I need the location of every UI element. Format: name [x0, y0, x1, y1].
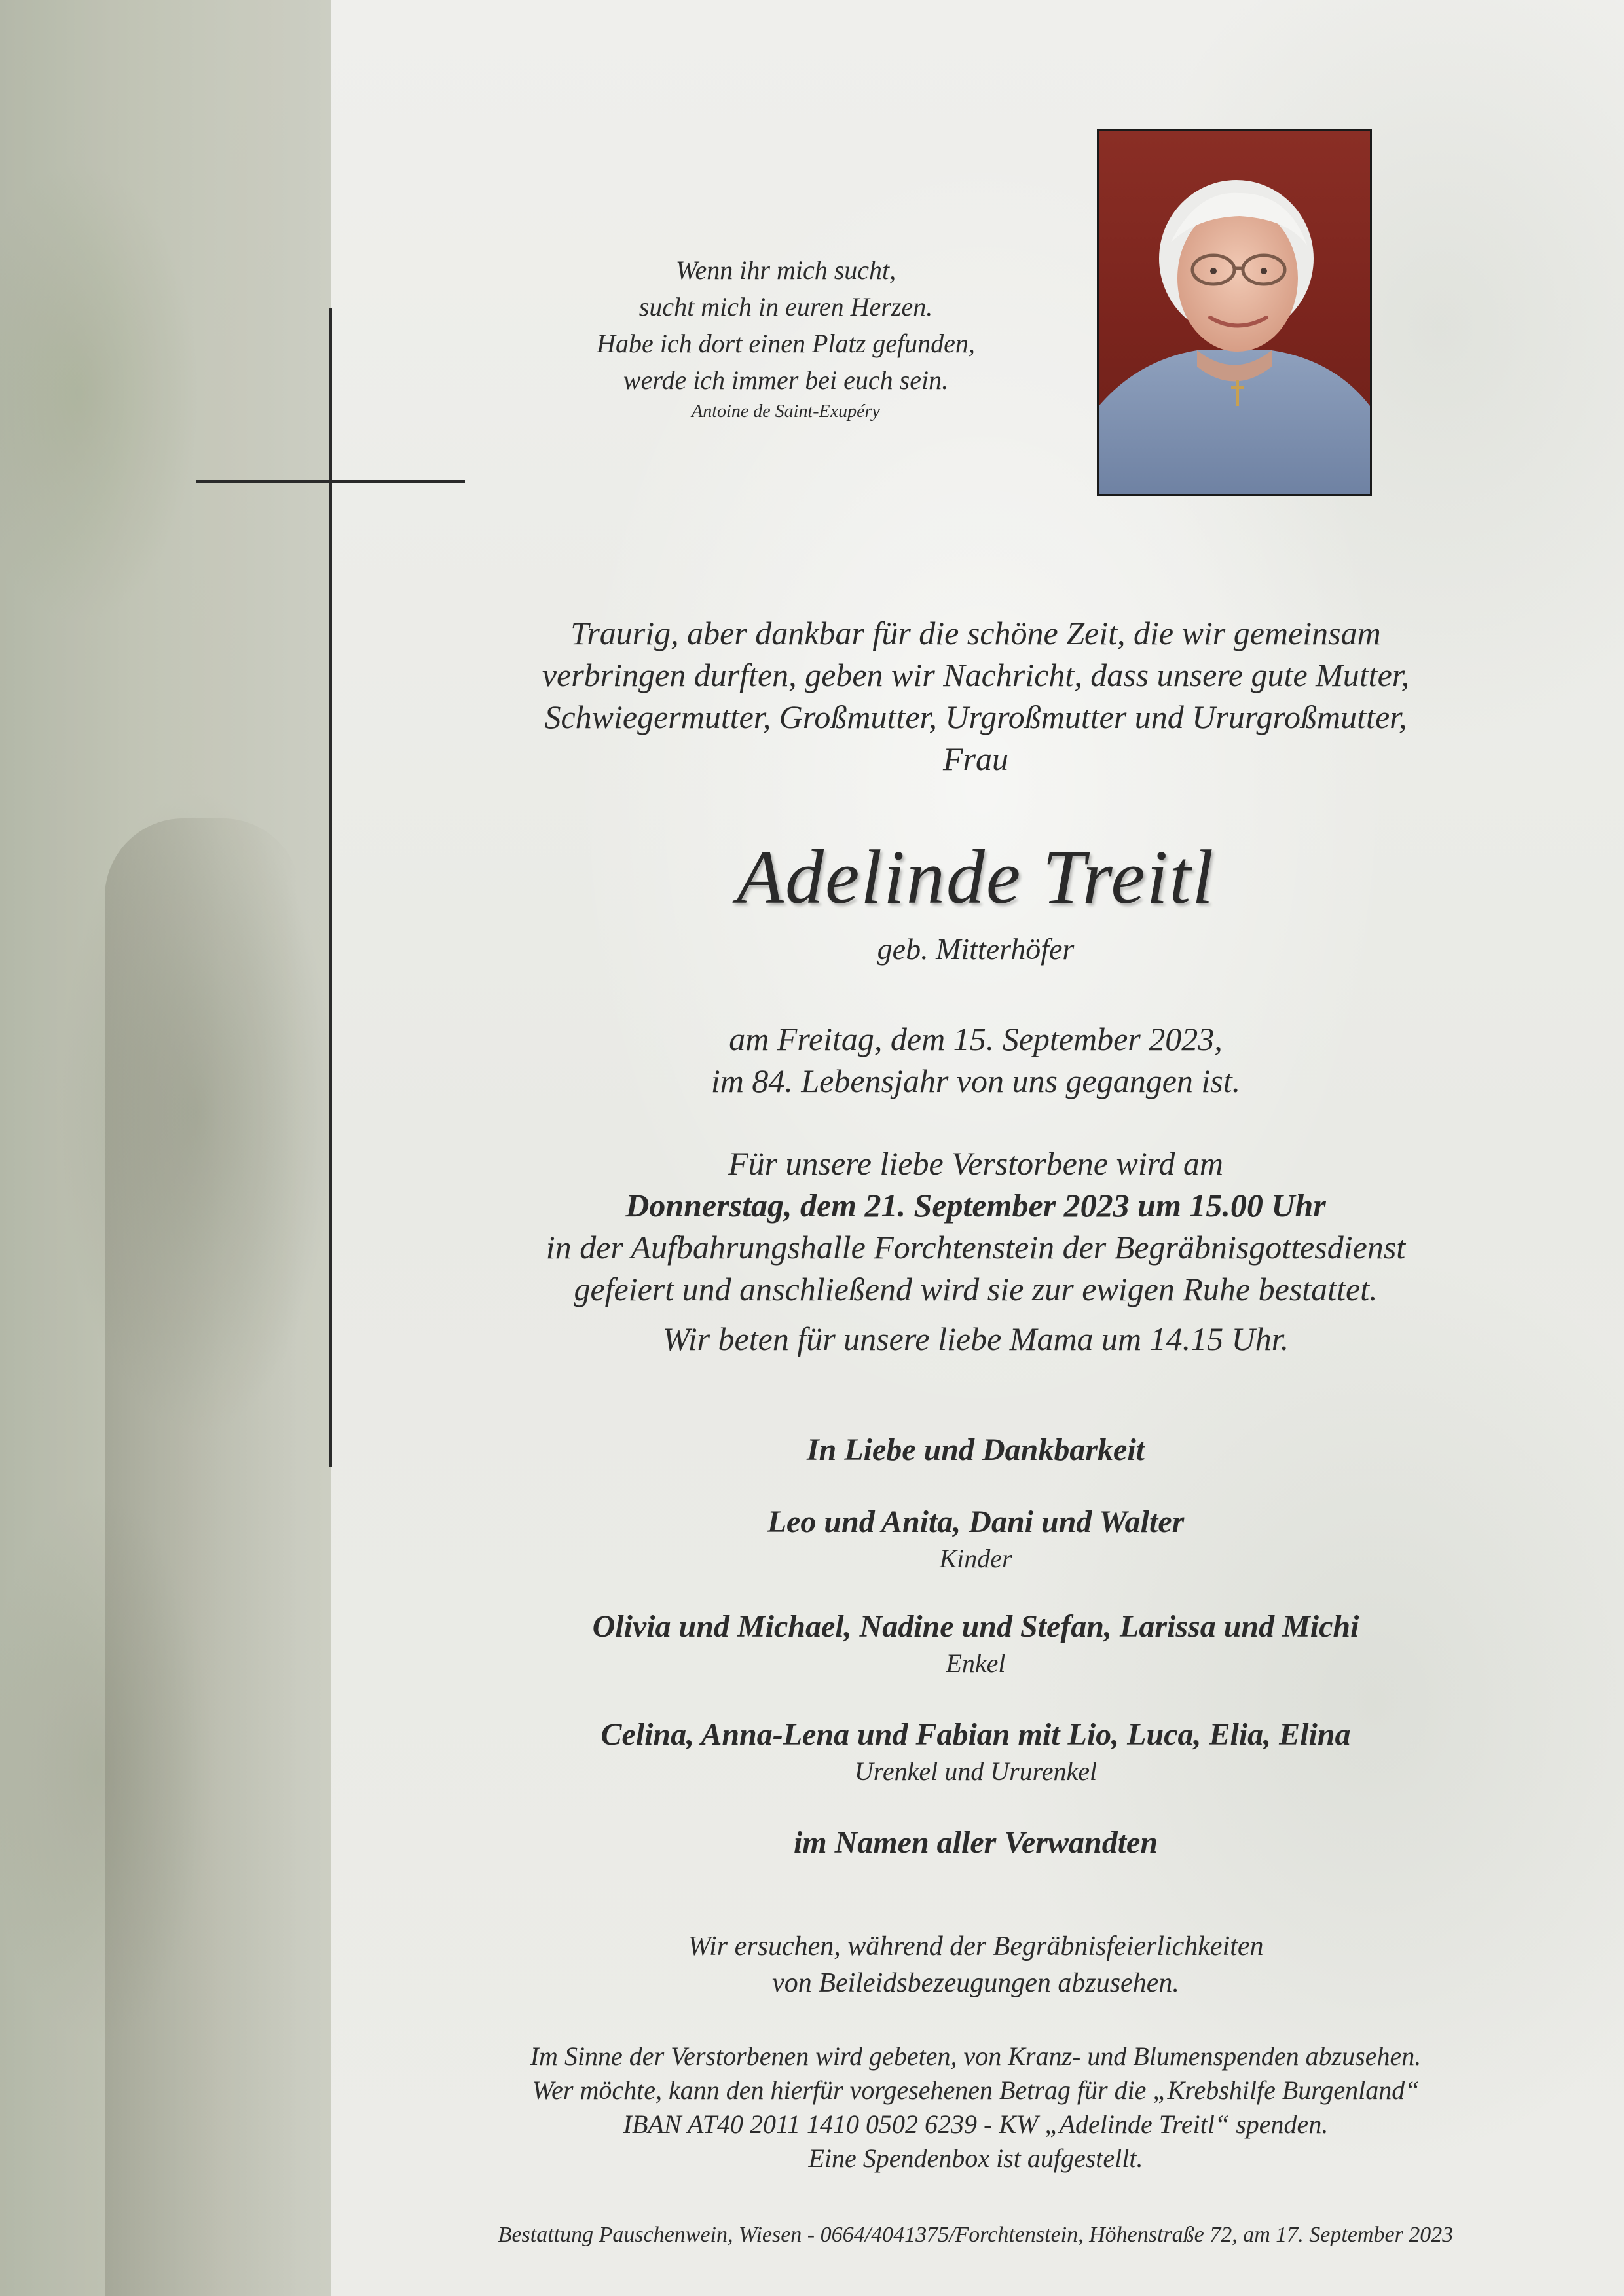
funeral-line: in der Aufbahrungshalle Forchtenstein der Begräbnisgottesdienst: [545, 1229, 1406, 1266]
quote-line: Habe ich dort einen Platz gefunden,: [597, 329, 975, 358]
cross-horizontal-bar: [196, 480, 465, 483]
death-notice: [367, 1018, 1585, 1102]
quote-author: Antoine de Saint-Exupéry: [692, 401, 880, 422]
request-line: von Beileidsbezeugungen abzusehen.: [772, 1968, 1179, 1998]
family-role: Enkel: [946, 1649, 1006, 1678]
deceased-name: Adelinde Treitl: [736, 834, 1215, 920]
portrait-illustration: [1099, 131, 1370, 494]
donation-notice: [367, 2039, 1585, 2176]
all-relatives: im Namen aller Verwandten: [793, 1825, 1158, 1860]
family-role: Urenkel und Ururenkel: [854, 1757, 1098, 1786]
donation-line: Im Sinne der Verstorbenen wird gebeten, von Kranz- und Blumenspenden abzusehen.: [530, 2041, 1422, 2071]
death-line: im 84. Lebensjahr von uns gegangen ist.: [710, 1063, 1241, 1099]
maiden-name: geb. Mitterhöfer: [877, 932, 1075, 966]
death-line: am Freitag, dem 15. September 2023,: [729, 1021, 1223, 1057]
request-line: Wir ersuchen, während der Begräbnisfeierlichkeiten: [688, 1931, 1264, 1961]
family-names: Celina, Anna-Lena und Fabian mit Lio, Luca, Elia, Elina: [600, 1717, 1351, 1752]
donation-line: IBAN AT40 2011 1410 0502 6239 - KW „Adelinde Treitl“ spenden.: [623, 2109, 1329, 2139]
family-names: Leo und Anita, Dani und Walter: [767, 1504, 1185, 1539]
donation-line: Eine Spendenbox ist aufgestellt.: [808, 2143, 1143, 2173]
background-tree-trunk: [105, 818, 301, 2296]
intro-line: Schwiegermutter, Großmutter, Urgroßmutter und Ururgroßmutter,: [544, 699, 1407, 735]
intro-line: verbringen durften, geben wir Nachricht, dass unsere gute Mutter,: [542, 657, 1410, 693]
funeral-date-time: Donnerstag, dem 21. September 2023 um 15.00 Uhr: [625, 1187, 1326, 1224]
donation-line: Wer möchte, kann den hierfür vorgesehenen Betrag für die „Krebshilfe Burgenland“: [532, 2075, 1420, 2105]
funeral-home-footer: Bestattung Pauschenwein, Wiesen - 0664/4041375/Forchtenstein, Höhenstraße 72, am 17. September 2023: [498, 2223, 1454, 2247]
quote-line: Wenn ihr mich sucht,: [675, 255, 896, 285]
funeral-line: Für unsere liebe Verstorbene wird am: [728, 1145, 1223, 1182]
quote-block: [458, 252, 1113, 425]
prayer-notice: Wir beten für unsere liebe Mama um 14.15 Uhr.: [662, 1321, 1289, 1357]
funeral-line: gefeiert und anschließend wird sie zur ewigen Ruhe bestattet.: [574, 1271, 1378, 1307]
family-names: Olivia und Michael, Nadine und Stefan, Larissa und Michi: [592, 1609, 1359, 1644]
intro-line: Frau: [943, 740, 1008, 777]
family-role: Kinder: [939, 1544, 1012, 1573]
intro-text: [367, 612, 1585, 780]
family-group-great-grandchildren: [367, 1715, 1585, 1789]
quote-line: werde ich immer bei euch sein.: [623, 365, 949, 395]
family-heading: In Liebe und Dankbarkeit: [806, 1432, 1145, 1467]
portrait-photo: [1097, 129, 1372, 496]
family-group-children: [367, 1503, 1585, 1576]
intro-line: Traurig, aber dankbar für die schöne Zeit, die wir gemeinsam: [570, 615, 1381, 651]
quote-line: sucht mich in euren Herzen.: [638, 292, 933, 321]
funeral-info: [367, 1142, 1585, 1310]
condolence-request: [367, 1928, 1585, 2001]
family-group-grandchildren: [367, 1607, 1585, 1681]
